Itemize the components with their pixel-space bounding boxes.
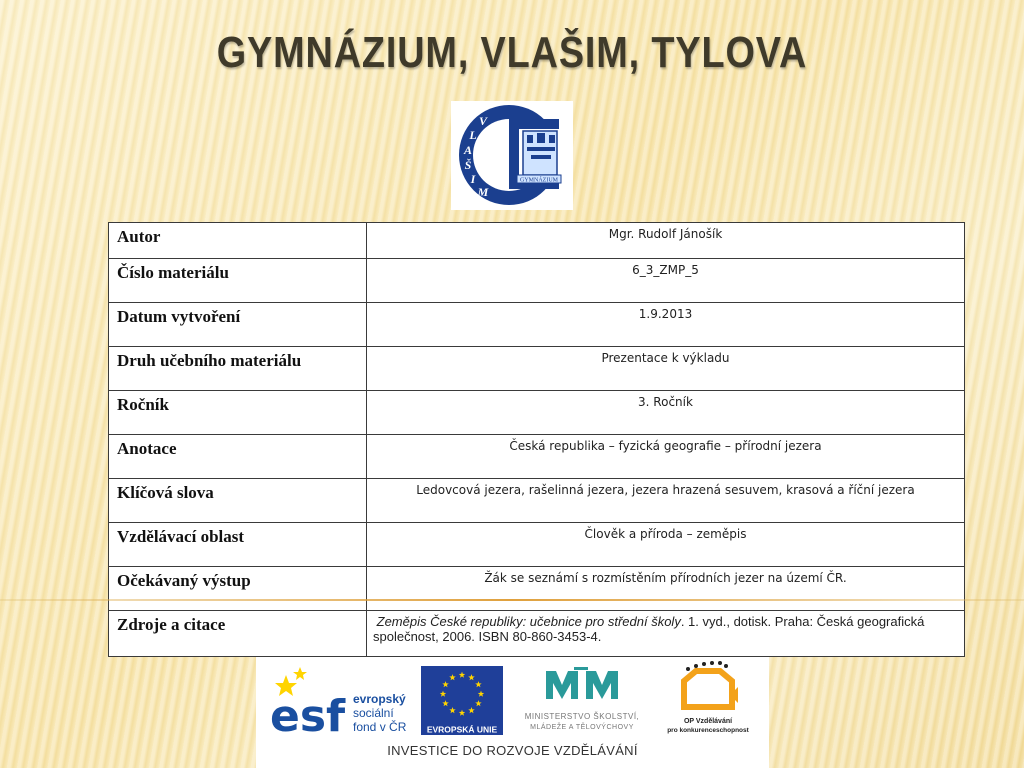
citation-title: Zeměpis České republiky: učebnice pro střední školy [376,614,681,629]
esf-text-line: fond v ČR [353,720,407,734]
logo-letter: V [478,114,488,128]
row-label-grade: Ročník [109,391,367,435]
msmt-logo [525,667,640,731]
table-row [109,523,965,567]
esf-text-line: sociální [353,706,394,720]
row-label-expected-outcome: Očekávaný výstup [109,567,367,611]
table-row [109,435,965,479]
logo-letter: L [469,128,477,142]
row-label-keywords: Klíčová slova [109,479,367,523]
school-logo [451,101,573,210]
table-row [109,259,965,303]
row-value-material-number: 6_3_ZMP_5 [367,259,965,303]
row-label-date: Datum vytvoření [109,303,367,347]
esf-logo [268,665,407,742]
esf-logo-text: esf [270,691,346,742]
op-label-line: pro konkurenceschopnost [667,727,749,734]
banner-caption: INVESTICE DO ROZVOJE VZDĚLÁVÁNÍ [387,743,638,758]
row-label-education-area: Vzdělávací oblast [109,523,367,567]
row-value-expected-outcome: Žák se seznámí s rozmístěním přírodních jezer na území ČR. [367,567,965,611]
table-row [109,567,965,611]
table-row [109,611,965,657]
row-value-grade: 3. Ročník [367,391,965,435]
op-label-line: OP Vzdělávání [683,718,733,725]
logo-letter: I [470,172,476,186]
row-label-material-type: Druh učebního materiálu [109,347,367,391]
row-label-sources: Zdroje a citace [109,611,367,657]
school-logo-graphic [451,101,573,210]
row-value-keywords: Ledovcová jezera, rašelinná jezera, jezera hrazená sesuvem, krasová a říční jezera [367,479,965,523]
eu-flag-logo [421,666,503,735]
citation-rest: . 1. vyd., dotisk. Praha: Česká geografická společnost, 2006. ISBN 80-860-3453-4. [373,614,925,644]
logo-letter: M [477,185,489,199]
row-value-author: Mgr. Rudolf Jánošík [367,223,965,259]
logo-school-word: GYMNÁZIUM [520,177,558,184]
material-info-table [108,222,965,657]
msmt-label-line: MLÁDEŽE A TĚLOVÝCHOVY [530,724,634,731]
slide-title: GYMNÁZIUM, VLAŠIM, TYLOVA [216,28,808,77]
logo-letter: A [463,143,473,157]
row-label-annotation: Anotace [109,435,367,479]
logo-letter: Š [464,158,472,172]
table-row [109,479,965,523]
table-row [109,391,965,435]
op-logo [667,661,749,734]
esf-text-line: evropský [353,692,406,706]
divider-line [0,599,1024,601]
row-label-material-number: Číslo materiálu [109,259,367,303]
row-value-sources [367,611,965,657]
row-value-date: 1.9.2013 [367,303,965,347]
funding-logos [256,657,769,743]
funding-banner [256,657,769,768]
row-value-material-type: Prezentace k výkladu [367,347,965,391]
table-row [109,303,965,347]
table-row [109,347,965,391]
row-label-author: Autor [109,223,367,259]
eu-label: EVROPSKÁ UNIE [426,724,498,735]
msmt-label-line: MINISTERSTVO ŠKOLSTVÍ, [524,712,640,721]
row-value-annotation: Česká republika – fyzická geografie – přírodní jezera [367,435,965,479]
row-value-education-area: Člověk a příroda – zeměpis [367,523,965,567]
table-row [109,223,965,259]
